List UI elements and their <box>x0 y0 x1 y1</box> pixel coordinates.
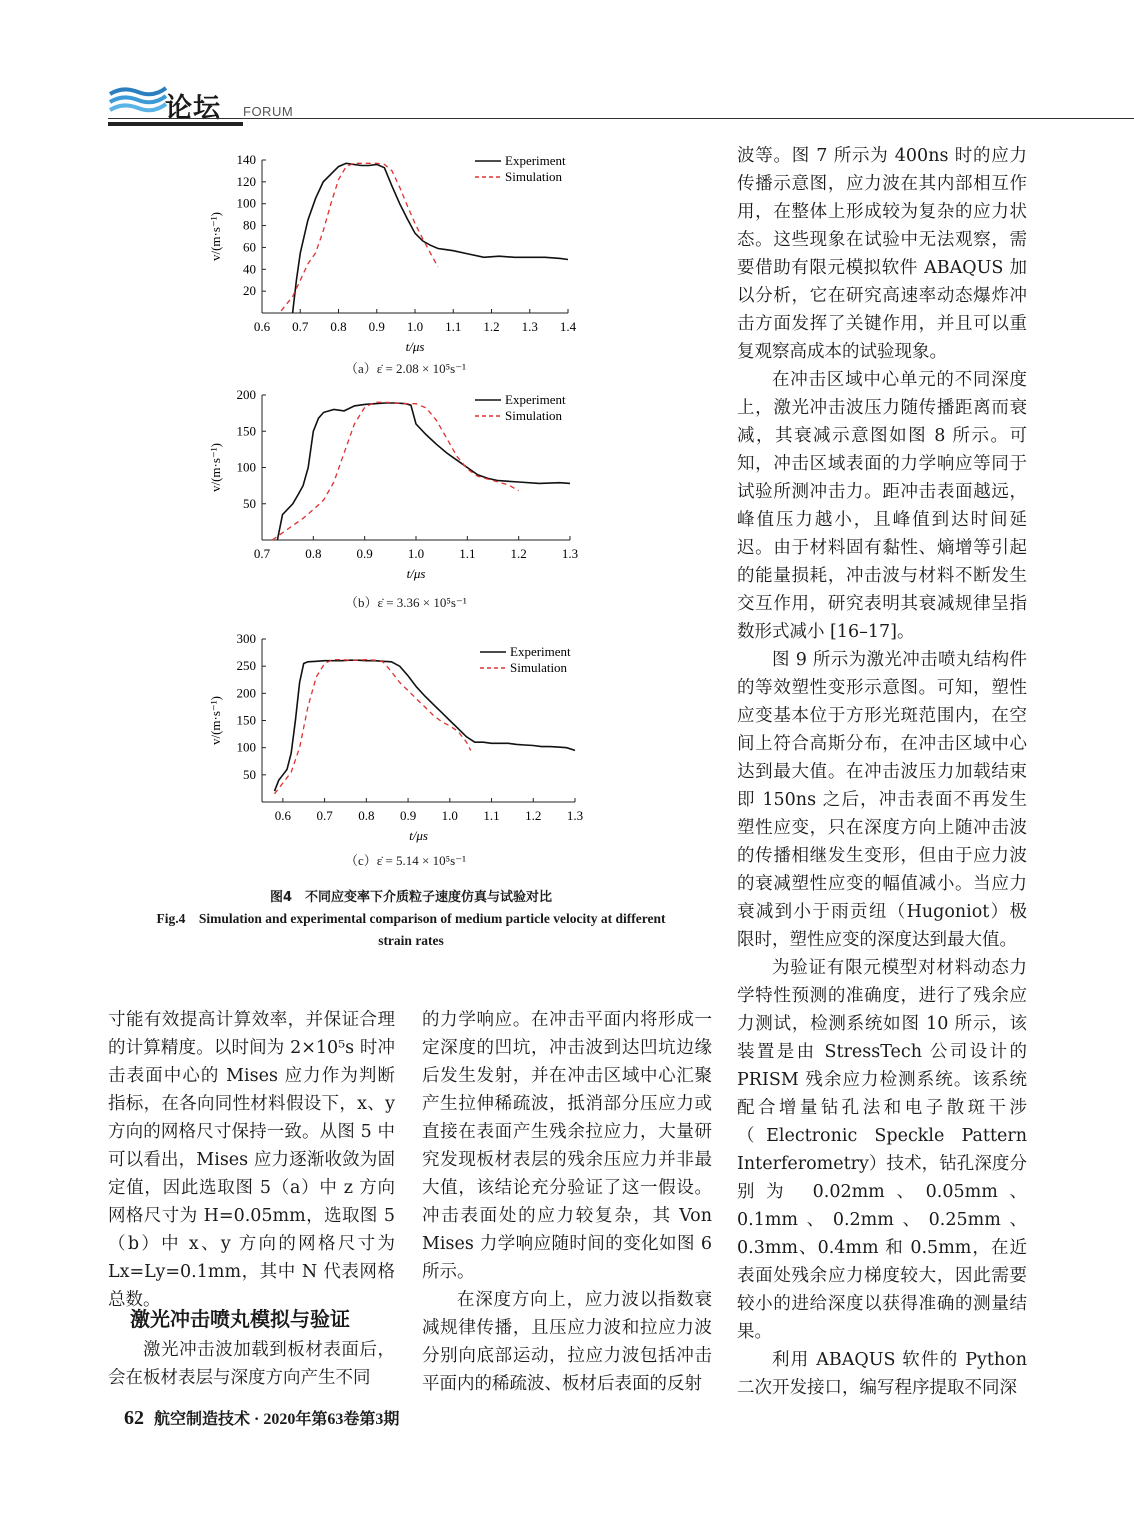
x-tick-label: 0.8 <box>358 808 375 823</box>
left-column <box>108 1006 395 1314</box>
legend-label: Experiment <box>505 392 566 407</box>
x-tick-label: 0.9 <box>368 319 385 334</box>
y-tick-label: 140 <box>236 152 256 167</box>
paragraph: 激光冲击波加载到板材表面后，会在板材表层与深度方向产生不同 <box>108 1340 395 1388</box>
x-tick-label: 0.7 <box>253 546 271 561</box>
series-simulation-line <box>272 402 518 540</box>
legend-label: Simulation <box>505 169 563 184</box>
x-tick-label: 1.1 <box>459 546 476 561</box>
x-tick-label: 1.2 <box>525 808 542 823</box>
paragraph: 图 9 所示为激光冲击喷丸结构件的等效塑性变形示意图。可知，塑性应变基本位于方形光斑范围内，在空间上符合高斯分布，在冲击区域中心达到最大值。在冲击波压力加载结束即 150ns 之后，冲击表面不再发生塑性应变，只在深度方向上随冲击波的传播相继发生变形，但由于应力波的衰减塑性应变的幅值减小。当应力衰减到小于雨贡纽（Hugoniot）极限时，塑性应变的深度达到最大值。 <box>737 650 1027 950</box>
legend-label: Experiment <box>505 153 566 168</box>
y-tick-label: 20 <box>243 283 256 299</box>
figure-caption-en: Fig.4 Simulation and experimental comparison of medium particle velocity at different strain rates <box>156 911 666 948</box>
section-title-forum: 论坛 <box>165 93 221 124</box>
journal-info: 航空制造技术 · 2020年第63卷第3期 <box>154 1411 400 1428</box>
x-tick-label: 1.2 <box>483 319 500 334</box>
x-tick-label: 0.9 <box>399 808 417 823</box>
series-experiment-line <box>293 163 568 313</box>
caption-a: （a）ε̇ = 2.08 × 10⁵s⁻¹ <box>345 361 466 376</box>
legend-label: Experiment <box>510 644 571 659</box>
x-tick-label: 1.3 <box>521 319 538 334</box>
x-tick-label: 1.3 <box>566 808 584 823</box>
x-tick-label: 1.0 <box>407 546 425 561</box>
header-rule <box>108 118 1134 119</box>
y-tick-label: 50 <box>243 495 256 511</box>
x-axis-label: t/μs <box>405 339 425 354</box>
x-axis-label: t/μs <box>409 828 428 843</box>
y-tick-label: 200 <box>236 685 256 701</box>
header-rule-thick <box>108 122 243 126</box>
page-number: 62 <box>124 1407 144 1429</box>
x-tick-label: 0.7 <box>316 808 333 823</box>
x-tick-label: 1.2 <box>510 546 527 561</box>
middle-column <box>422 1006 712 1398</box>
series-simulation-line <box>275 660 471 794</box>
chart-c <box>200 622 600 847</box>
paragraph: 的力学响应。在冲击平面内将形成一定深度的凹坑，冲击波到达凹坑边缘后发生发射，并在冲击区域中心汇聚产生拉伸稀疏波，抵消部分压应力或直接在表面产生残余拉应力，大量研究发现板材表层的残余压应力并非最大值，该结论充分验证了这一假设。冲击表面处的应力较复杂，其 Von Mises 力学响应随时间的变化如图 6 所示。 <box>422 1010 712 1282</box>
paragraph: 利用 ABAQUS 软件的 Python 二次开发接口，编写程序提取不同深 <box>737 1350 1027 1398</box>
figure-caption-cn: 图4 不同应变率下介质粒子速度仿真与试验对比 <box>269 890 553 905</box>
y-tick-label: 60 <box>243 239 256 255</box>
x-tick-label: 0.6 <box>274 808 291 823</box>
x-tick-label: 0.9 <box>356 546 373 561</box>
paragraph: 在冲击区域中心单元的不同深度上，激光冲击波压力随传播距离而衰减，其衰减示意图如图 8 所示。可知，冲击区域表面的力学响应等同于试验所测冲击力。距冲击表面越远，峰值压力越小，且峰值到达时间延迟。由于材料固有黏性、熵增等引起的能量损耗，冲击波与材料不断发生交互作用，研究表明其衰减规律呈指数形式减小 [16–17]。 <box>737 370 1027 642</box>
y-tick-label: 40 <box>243 261 256 277</box>
series-experiment-line <box>275 660 576 791</box>
x-tick-label: 1.0 <box>406 319 424 334</box>
y-axis-label: v/(m·s⁻¹) <box>208 211 223 262</box>
paragraph: 波等。图 7 所示为 400ns 时的应力传播示意图，应力波在其内部相互作用，在整体上形成较为复杂的应力状态。这些现象在试验中无法观察，需要借助有限元模拟软件 ABAQUS 加以分析，它在研究高速率动态爆炸冲击方面发挥了关键作用，并且可以重复观察高成本的试验现象。 <box>737 146 1027 362</box>
legend-label: Simulation <box>510 660 568 675</box>
legend-label: Simulation <box>505 408 563 423</box>
paragraph: 在深度方向上，应力波以指数衰减规律传播，且压应力波和拉应力波分别向底部运动，拉应力波包括冲击平面内的稀疏波、板材后表面的反射 <box>422 1290 712 1394</box>
y-tick-label: 150 <box>236 712 256 728</box>
y-axis-label: v/(m·s⁻¹) <box>208 695 223 746</box>
right-column <box>737 142 1027 1402</box>
x-tick-label: 0.8 <box>305 546 322 561</box>
paragraph: 寸能有效提高计算效率，并保证合理的计算精度。以时间为 2×10⁵s 时冲击表面中心的 Mises 应力作为判断指标，在各向同性材料假设下，x、y 方向的网格尺寸保持一致。从图 5 中可以看出，Mises 应力逐渐收敛为固定值，因此选取图 5（a）中 z 方向网格尺寸为 H=0.05mm，选取图 5（b）中 x、y 方向的网格尺寸为 Lx=Ly=0.1mm，其中 N 代表网格总数。 <box>108 1010 395 1310</box>
paragraph: 为验证有限元模型对材料动态力学特性预测的准确度，进行了残余应力测试，检测系统如图 10 所示，该装置是由 StressTech 公司设计的 PRISM 残余应力检测系统。该系统配合增量钻孔法和电子散斑干涉（Electronic Speckle Pattern Interferometry）技术，钻孔深度分别为 0.02mm、0.05mm、0.1mm、0.2mm、0.25mm、0.3mm、0.4mm 和 0.5mm，在近表面处残余应力梯度较大，因此需要较小的进给深度以获得准确的测量结果。 <box>737 958 1027 1342</box>
caption-b: （b）ε̇ = 3.36 × 10⁵s⁻¹ <box>345 595 467 610</box>
y-tick-label: 100 <box>236 739 256 755</box>
caption-c: （c）ε̇ = 5.14 × 10⁵s⁻¹ <box>345 853 466 868</box>
left-column-2 <box>108 1336 395 1392</box>
section-heading: 激光冲击喷丸模拟与验证 <box>130 1307 350 1331</box>
chart-b <box>200 380 600 590</box>
y-tick-label: 300 <box>236 631 256 646</box>
x-tick-label: 1.3 <box>561 546 579 561</box>
y-tick-label: 250 <box>236 658 256 674</box>
y-axis-label: v/(m·s⁻¹) <box>208 442 223 493</box>
series-experiment-line <box>277 403 570 540</box>
y-tick-label: 120 <box>236 173 256 189</box>
x-tick-label: 0.6 <box>253 319 271 334</box>
y-tick-label: 100 <box>236 195 256 211</box>
x-tick-label: 0.8 <box>330 319 347 334</box>
x-tick-label: 1.0 <box>441 808 458 823</box>
y-tick-label: 80 <box>243 217 256 233</box>
x-axis-label: t/μs <box>406 566 426 581</box>
x-tick-label: 1.1 <box>483 808 500 823</box>
x-tick-label: 1.1 <box>445 319 462 334</box>
page-footer <box>124 1406 399 1430</box>
chart-a <box>200 145 600 355</box>
y-tick-label: 150 <box>236 423 256 439</box>
x-tick-label: 1.4 <box>559 319 577 334</box>
section-subtitle-forum: FORUM <box>243 104 294 119</box>
forum-logo-icon <box>108 80 168 118</box>
x-tick-label: 0.7 <box>292 319 309 334</box>
y-tick-label: 50 <box>243 766 256 782</box>
y-tick-label: 200 <box>236 387 256 402</box>
y-tick-label: 100 <box>236 459 256 475</box>
